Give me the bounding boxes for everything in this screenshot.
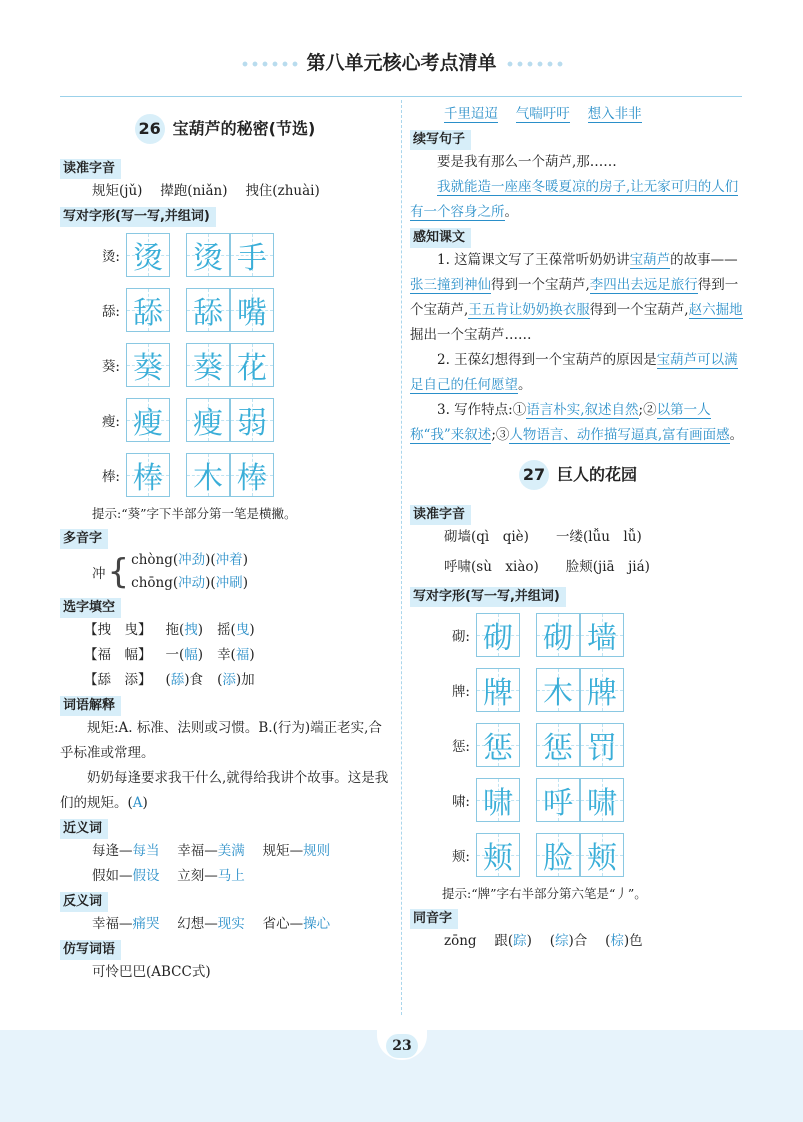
section-imitate-words: 仿写词语 [60, 940, 121, 960]
char-box: 砌 [476, 613, 520, 657]
grid-row [410, 662, 746, 717]
lesson-title: 宝葫芦的秘密(节选) [172, 119, 316, 138]
section-homophones: 同音字 [410, 909, 458, 929]
char-box: 烫 [186, 233, 230, 277]
brace-icon: { [107, 552, 130, 592]
section-read-pronunciation: 读准字音 [60, 159, 121, 179]
grid-row [410, 717, 746, 772]
polyphone-char: 冲 [92, 566, 106, 582]
perceive-paragraph-1: 1. 这篇课文写了王葆常听奶奶讲宝葫芦的故事——张三撞到神仙得到一个宝葫芦,李四出去远足旅行得到一个宝葫芦,王五肯让奶奶换衣服得到一个宝葫芦,赵六掘地掘出一个宝葫芦…… [410, 252, 743, 343]
pronunciation-line: 砌墙(qì qiè) 一缕(lǚu lǚ) [444, 529, 642, 545]
grid-row [410, 827, 746, 882]
char-box: 惩 [536, 723, 580, 767]
grid-label: 烫: [101, 248, 120, 265]
grid-row [60, 392, 390, 447]
table-row: 【福 幅】 一(幅) 幸(福) [84, 647, 255, 663]
section-fill-character: 选字填空 [60, 598, 121, 618]
char-box: 牌 [476, 668, 520, 712]
char-box: 呼 [536, 778, 580, 822]
char-box: 花 [230, 343, 274, 387]
section-word-explanation: 词语解释 [60, 696, 121, 716]
grid-row [60, 227, 390, 282]
right-column [410, 102, 746, 954]
lesson-26-heading [60, 102, 390, 156]
word-pair [186, 233, 274, 277]
grid-row [60, 337, 390, 392]
perceive-paragraph-2: 2. 王葆幻想得到一个宝葫芦的原因是宝葫芦可以满足自己的任何愿望。 [410, 352, 738, 393]
char-box: 木 [536, 668, 580, 712]
lesson-number: 27 [519, 460, 549, 490]
right-dots-decoration [505, 60, 563, 68]
header-rule [60, 96, 742, 97]
section-write-characters: 写对字形(写一写,并组词) [410, 587, 566, 607]
char-box: 惩 [476, 723, 520, 767]
perceive-paragraph-3: 3. 写作特点:①语言朴实,叙述自然;②以第一人称“我”来叙述;③人物语言、动作描写逼真,富有画面感。 [410, 402, 744, 443]
pronunciation-line: 呼啸(sù xiào) 脸颊(jiā jiá) [444, 559, 650, 575]
word-pair [186, 453, 274, 497]
synonym-line: 每逢—每当 幸福—美满 规矩—规则 [92, 843, 331, 859]
char-box: 颊 [580, 833, 624, 877]
char-box: 砌 [536, 613, 580, 657]
char-box: 啸 [580, 778, 624, 822]
character-grid [410, 607, 746, 882]
grid-label: 瘦: [101, 413, 120, 430]
section-read-pronunciation: 读准字音 [410, 505, 471, 525]
grid-label: 惩: [451, 738, 470, 755]
explanation-example: 奶奶每逢要求我干什么,就得给我讲个故事。这是我们的规矩。(A) [60, 770, 389, 811]
section-polyphone: 多音字 [60, 529, 108, 549]
grid-label: 牌: [451, 683, 470, 700]
pronunciation-item: 撵跑(niǎn) [160, 183, 228, 199]
pronunciation-line [60, 179, 390, 204]
left-column [60, 102, 390, 985]
grid-row [410, 607, 746, 662]
lesson-title: 巨人的花园 [556, 465, 637, 484]
antonym-line: 幸福—痛哭 幻想—现实 省心—操心 [92, 916, 331, 932]
imitate-text: 可怜巴巴(ABCC式) [92, 964, 211, 980]
fill-table [84, 618, 269, 693]
word-pair [536, 778, 624, 822]
char-box: 瘦 [126, 398, 170, 442]
section-antonyms: 反义词 [60, 892, 108, 912]
word-pair [536, 723, 624, 767]
lesson-27-heading [410, 448, 746, 502]
polyphone-reading: chōng(冲动)(冲刷) [131, 575, 248, 591]
section-continue-sentence: 续写句子 [410, 130, 471, 150]
grid-label: 砌: [451, 628, 470, 645]
char-box: 木 [186, 453, 230, 497]
word-pair [536, 613, 624, 657]
page-title: 第八单元核心考点清单 [306, 52, 497, 74]
write-tip: 提示:“牌”字右半部分第六笔是“丿”。 [442, 886, 647, 901]
column-divider [401, 100, 402, 1015]
pronunciation-item: 拽住(zhuài) [245, 183, 320, 199]
char-box: 啸 [476, 778, 520, 822]
grid-label: 舔: [101, 303, 120, 320]
char-box: 脸 [536, 833, 580, 877]
char-box: 棒 [126, 453, 170, 497]
char-box: 墙 [580, 613, 624, 657]
polyphone-reading: chòng(冲劲)(冲着) [131, 552, 248, 568]
table-row: 【拽 曳】 拖(拽) 摇(曳) [84, 622, 255, 638]
section-perceive-text: 感知课文 [410, 228, 471, 248]
character-grid [60, 227, 390, 502]
grid-label: 啸: [451, 793, 470, 810]
page-header [0, 48, 803, 75]
word-pair [536, 668, 624, 712]
char-box: 手 [230, 233, 274, 277]
continue-answer: 我就能造一座座冬暖夏凉的房子,让无家可归的人们有一个容身之所。 [410, 179, 739, 220]
section-write-characters: 写对字形(写一写,并组词) [60, 207, 216, 227]
write-tip: 提示:“葵”字下半部分第一笔是横撇。 [92, 506, 297, 521]
char-box: 弱 [230, 398, 274, 442]
word-pair [186, 288, 274, 332]
word-pair [186, 398, 274, 442]
word-pair [186, 343, 274, 387]
homophone-line: zōng 跟(踪) (综)合 (棕)色 [444, 933, 643, 949]
pronunciation-item: 规矩(jǔ) [92, 183, 143, 199]
imitate-answers: 千里迢迢 气喘吁吁 想入非非 [444, 106, 642, 122]
synonym-line: 假如—假设 立刻—马上 [92, 868, 245, 884]
word-pair [536, 833, 624, 877]
char-box: 舔 [186, 288, 230, 332]
section-synonyms: 近义词 [60, 819, 108, 839]
char-box: 罚 [580, 723, 624, 767]
char-box: 棒 [230, 453, 274, 497]
polyphone-block [60, 549, 390, 595]
left-dots-decoration [240, 60, 298, 68]
char-box: 舔 [126, 288, 170, 332]
char-box: 颊 [476, 833, 520, 877]
grid-label: 颊: [451, 848, 470, 865]
lesson-number: 26 [135, 114, 165, 144]
char-box: 牌 [580, 668, 624, 712]
char-box: 烫 [126, 233, 170, 277]
explanation-text: 规矩:A. 标准、法则或习惯。B.(行为)端正老实,合乎标准或常理。 [60, 720, 382, 761]
grid-label: 葵: [101, 358, 120, 375]
grid-row [410, 772, 746, 827]
char-box: 葵 [186, 343, 230, 387]
grid-row [60, 282, 390, 337]
table-row: 【舔 添】 (舔)食 (添)加 [84, 672, 255, 688]
char-box: 葵 [126, 343, 170, 387]
grid-row [60, 447, 390, 502]
continue-prompt: 要是我有那么一个葫芦,那…… [437, 154, 617, 170]
grid-label: 棒: [101, 468, 120, 485]
page-number: 23 [386, 1034, 418, 1058]
char-box: 瘦 [186, 398, 230, 442]
char-box: 嘴 [230, 288, 274, 332]
